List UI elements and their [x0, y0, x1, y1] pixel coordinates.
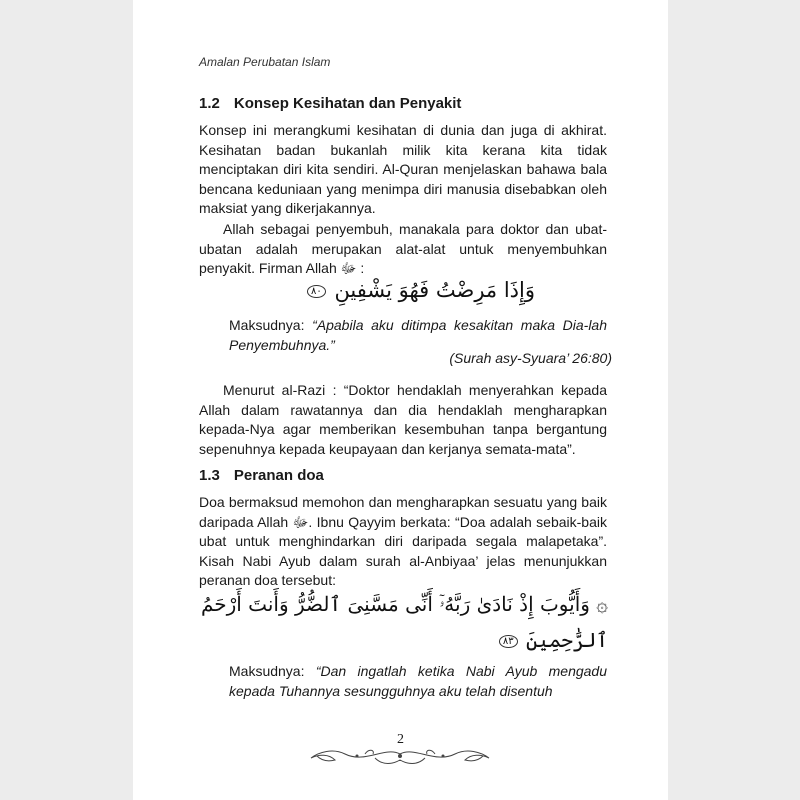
paragraph-peranan-doa: Doa bermaksud memohon dan mengharapkan sesuatu yang baik daripada Allah ﷻ. Ibnu Qayyim berkata: “Doa adalah sebaik-baik ubat untuk menghindarkan diri daripada segala malapetaka”. Kisah Nabi Ayub dalam surah al-Anbiyaa’ jelas menunjukkan peranan doa tersebut:: [199, 494, 607, 588]
page-number: 2: [397, 732, 404, 747]
translation-21-83: [229, 662, 607, 701]
section-title: Konsep Kesihatan dan Penyakit: [233, 95, 462, 112]
paragraph-penyembuh: Allah sebagai penyembuh, manakala para doktor dan ubat-ubatan adalah merupakan alat-alat untuk menyembuhkan penyakit. Firman Allah ﷻ :: [199, 221, 607, 276]
quran-verse-21-83-line2: [497, 628, 608, 652]
ayah-number-mark: ٨٣: [499, 635, 518, 648]
page-ornament-icon: [305, 742, 495, 772]
section-heading-1-3: [199, 467, 324, 484]
ayah-number-mark: ٨٠: [307, 285, 326, 298]
paragraph-al-razi: Menurut al-Razi : “Doktor hendaklah menyerahkan kepada Allah dalam rawatannya dan dia hendaklah mengharapkan kepada-Nya agar memberikan kesembuhan tanpa bergantung sepenuhnya kepada keupayaan dan kerjanya semata-mata”.: [199, 382, 607, 457]
maksud-quote: “Dan ingatlah ketika Nabi Ayub mengadu kepada Tuhannya sesungguhnya aku telah disentuh: [229, 663, 607, 699]
verse-text: وَإِذَا مَرِضْتُ فَهُوَ يَشْفِينِ: [334, 278, 536, 302]
citation-surah-26-80: (Surah asy-Syuara’ 26:80): [449, 350, 612, 366]
maksud-label: Maksudnya:: [229, 317, 313, 333]
section-title: Peranan doa: [233, 467, 324, 484]
maksud-quote: “Apabila aku ditimpa kesakitan maka Dia-lah Penyembuhnya.”: [229, 317, 608, 353]
paragraph-konsep: Konsep ini merangkumi kesihatan di dunia dan juga di akhirat. Kesihatan badan bukanlah milik kita kerana kita tidak menciptakan diri kita sendiri. Al-Quran menjelaskan bahawa bala bencana keduniaan yang menimpa diri manusia disebabkan oleh maksiat yang dikerjakannya.: [199, 122, 607, 216]
verse-text: ٱلرَّٰحِمِينَ: [525, 628, 608, 652]
running-head: Amalan Perubatan Islam: [199, 55, 331, 69]
section-number: 1.3: [199, 467, 220, 484]
maksud-label: Maksudnya:: [229, 663, 316, 679]
section-number: 1.2: [199, 95, 220, 112]
book-page: [133, 0, 668, 800]
quran-verse-21-83-line1: ۞ وَأَيُّوبَ إِذْ نَادَىٰ رَبَّهُۥٓ أَنِّى مَسَّنِىَ ٱلضُّرُّ وَأَنتَ أَرْحَمُ: [200, 592, 608, 616]
section-heading-1-2: [199, 95, 461, 112]
quran-verse-26-80: [305, 278, 535, 302]
